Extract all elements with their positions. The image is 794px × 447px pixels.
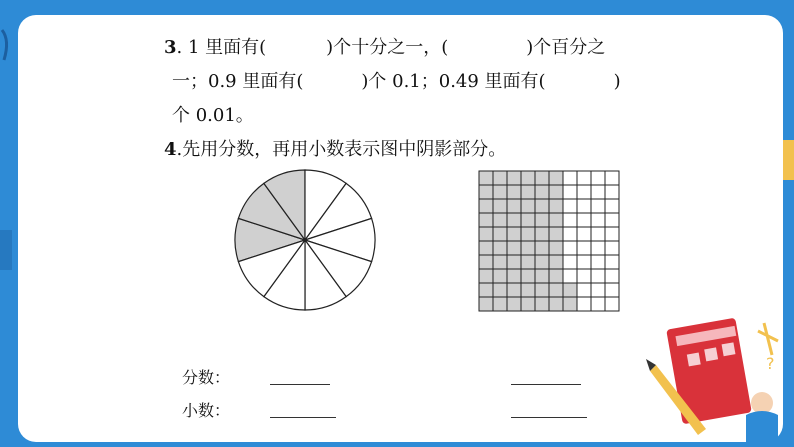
shaded-grid-cell: [535, 227, 549, 241]
grid-cell: [577, 283, 591, 297]
shaded-grid-cell: [493, 269, 507, 283]
grid-cell: [577, 241, 591, 255]
shaded-grid-cell: [521, 213, 535, 227]
fraction-label: 分数：: [182, 368, 231, 387]
grid-cell: [563, 227, 577, 241]
grid-cell: [577, 213, 591, 227]
shaded-grid-cell: [535, 171, 549, 185]
grid-cell: [591, 227, 605, 241]
left-edge-decoration: [0, 0, 18, 447]
shaded-grid-cell: [493, 227, 507, 241]
grid-cell: [563, 213, 577, 227]
shaded-grid-cell: [563, 297, 577, 311]
grid-cell: [605, 255, 619, 269]
shaded-grid-cell: [479, 227, 493, 241]
shaded-grid-cell: [549, 283, 563, 297]
shaded-grid-cell: [521, 227, 535, 241]
shaded-grid-cell: [521, 241, 535, 255]
shaded-grid-cell: [507, 297, 521, 311]
grid-cell: [591, 199, 605, 213]
shaded-grid-cell: [507, 227, 521, 241]
shaded-grid-cell: [521, 171, 535, 185]
grid-cell: [591, 241, 605, 255]
grid-cell: [563, 185, 577, 199]
circle-fraction-answer-line[interactable]: [270, 384, 330, 385]
shaded-grid-cell: [507, 185, 521, 199]
shaded-grid-cell: [535, 241, 549, 255]
shaded-grid-cell: [563, 283, 577, 297]
shaded-grid-cell: [521, 297, 535, 311]
shaded-grid-cell: [535, 185, 549, 199]
shaded-grid-cell: [521, 283, 535, 297]
shaded-grid-cell: [479, 199, 493, 213]
shaded-grid-cell: [493, 171, 507, 185]
grid-cell: [591, 283, 605, 297]
shaded-grid-cell: [479, 283, 493, 297]
fraction-circle: [232, 167, 378, 313]
shaded-grid-cell: [493, 241, 507, 255]
question-4-number: 4: [164, 139, 177, 160]
grid-cell: [563, 199, 577, 213]
grid-cell: [605, 297, 619, 311]
shaded-grid-cell: [493, 297, 507, 311]
grid-fraction-answer-line[interactable]: [511, 384, 581, 385]
grid-cell: [591, 269, 605, 283]
grid-cell: [577, 227, 591, 241]
grid-cell: [605, 213, 619, 227]
circle-decimal-answer-line[interactable]: [270, 417, 336, 418]
shaded-grid-cell: [479, 185, 493, 199]
right-edge-decoration: [783, 0, 794, 447]
shaded-grid-cell: [507, 269, 521, 283]
grid-cell: [605, 185, 619, 199]
question-3-line-1: 3. 1 里面有( )个十分之一，( )个百分之: [164, 37, 606, 58]
shaded-grid-cell: [479, 297, 493, 311]
shaded-grid-cell: [535, 283, 549, 297]
shaded-grid-cell: [507, 199, 521, 213]
shaded-grid-cell: [507, 171, 521, 185]
grid-cell: [605, 269, 619, 283]
grid-cell: [563, 171, 577, 185]
shaded-grid-cell: [549, 241, 563, 255]
shaded-grid-cell: [479, 255, 493, 269]
grid-cell: [563, 255, 577, 269]
shaded-grid-cell: [549, 297, 563, 311]
shaded-grid-cell: [549, 185, 563, 199]
grid-cell: [591, 185, 605, 199]
shaded-grid-cell: [535, 255, 549, 269]
question-3-number: 3: [164, 37, 177, 58]
shaded-grid-cell: [479, 241, 493, 255]
shaded-grid-cell: [549, 199, 563, 213]
decimal-label: 小数：: [182, 401, 231, 420]
shaded-grid-cell: [507, 241, 521, 255]
svg-text:?: ?: [766, 354, 775, 373]
grid-cell: [577, 199, 591, 213]
shaded-grid-cell: [493, 199, 507, 213]
shaded-grid-cell: [535, 297, 549, 311]
shaded-grid-cell: [479, 213, 493, 227]
hundred-grid: [478, 170, 620, 312]
shaded-grid-cell: [535, 199, 549, 213]
shaded-grid-cell: [521, 185, 535, 199]
grid-cell: [563, 241, 577, 255]
worksheet-card: [18, 15, 783, 442]
shaded-grid-cell: [493, 213, 507, 227]
shaded-grid-cell: [479, 269, 493, 283]
grid-cell: [563, 269, 577, 283]
grid-cell: [605, 241, 619, 255]
grid-cell: [605, 227, 619, 241]
shaded-grid-cell: [549, 213, 563, 227]
shaded-grid-cell: [493, 255, 507, 269]
shaded-grid-cell: [521, 199, 535, 213]
book-and-pencil-illustration: [646, 311, 783, 442]
shaded-grid-cell: [535, 213, 549, 227]
grid-cell: [577, 255, 591, 269]
question-3-line-2: 一；0.9 里面有( )个 0.1；0.49 里面有( ): [172, 71, 621, 92]
grid-cell: [591, 171, 605, 185]
grid-decimal-answer-line[interactable]: [511, 417, 587, 418]
shaded-grid-cell: [493, 185, 507, 199]
question-3-line-3: 个 0.01。: [172, 105, 254, 126]
shaded-grid-cell: [521, 269, 535, 283]
shaded-grid-cell: [507, 255, 521, 269]
grid-cell: [577, 185, 591, 199]
question-4-line: 4.先用分数，再用小数表示图中阴影部分。: [164, 139, 507, 160]
shaded-grid-cell: [507, 213, 521, 227]
shaded-grid-cell: [549, 269, 563, 283]
shaded-grid-cell: [549, 255, 563, 269]
grid-cell: [591, 213, 605, 227]
grid-cell: [577, 269, 591, 283]
shaded-grid-cell: [479, 171, 493, 185]
grid-cell: [591, 255, 605, 269]
grid-cell: [577, 171, 591, 185]
grid-cell: [591, 297, 605, 311]
shaded-grid-cell: [549, 171, 563, 185]
grid-cell: [605, 171, 619, 185]
grid-cell: [605, 283, 619, 297]
shaded-grid-cell: [493, 283, 507, 297]
shaded-grid-cell: [507, 283, 521, 297]
shaded-grid-cell: [521, 255, 535, 269]
shaded-grid-cell: [549, 227, 563, 241]
shaded-grid-cell: [535, 269, 549, 283]
grid-cell: [605, 199, 619, 213]
grid-cell: [577, 297, 591, 311]
